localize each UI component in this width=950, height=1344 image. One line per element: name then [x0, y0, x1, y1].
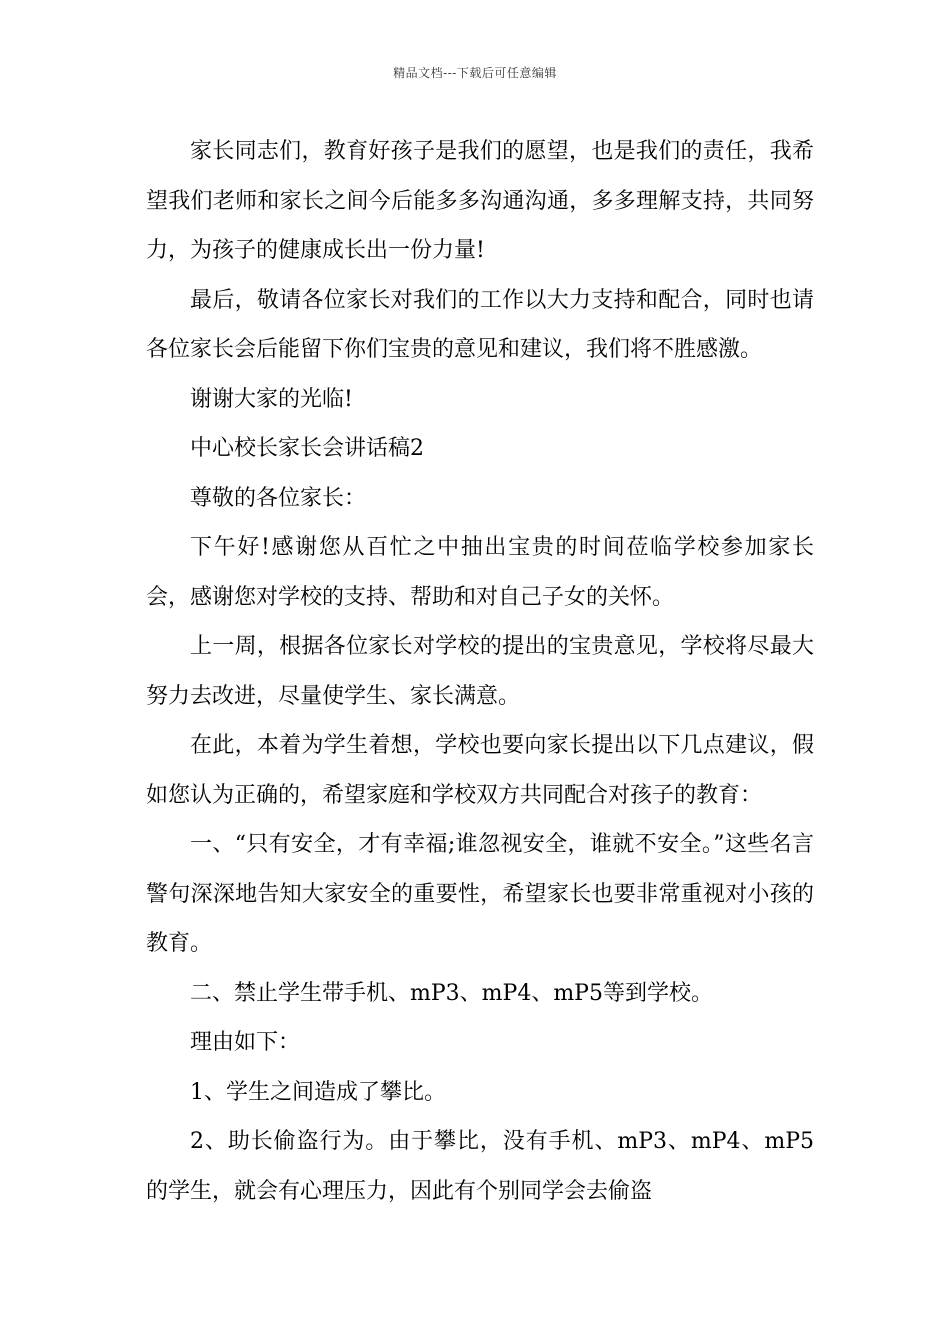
paragraph: 家长同志们，教育好孩子是我们的愿望，也是我们的责任，我希望我们老师和家长之间今后能多多沟通沟通，多多理解支持，共同努力，为孩子的健康成长出一份力量!: [146, 139, 814, 263]
list-item: 1、学生之间造成了攀比。: [190, 1079, 446, 1105]
paragraph: 最后，敬请各位家长对我们的工作以大力支持和配合，同时也请各位家长会后能留下你们宝贵的意见和建议，我们将不胜感激。: [146, 287, 814, 362]
paragraph: 一、“只有安全，才有幸福;谁忽视安全，谁就不安全。”这些名言警句深深地告知大家安全的重要性，希望家长也要非常重视对小孩的教育。: [146, 832, 814, 956]
paragraph: 下午好!感谢您从百忙之中抽出宝贵的时间莅临学校参加家长会，感谢您对学校的支持、帮助和对自己子女的关怀。: [146, 535, 814, 610]
paragraph: 理由如下：: [190, 1030, 301, 1055]
salutation: 尊敬的各位家长：: [190, 485, 367, 511]
paragraph: 二、禁止学生带手机、mP3、mP4、mP5等到学校。: [190, 980, 713, 1006]
paragraph: 上一周，根据各位家长对学校的提出的宝贵意见，学校将尽最大努力去改进，尽量使学生、家长满意。: [146, 634, 814, 709]
document-body: [146, 127, 814, 1216]
section-title: 中心校长家长会讲话稿2: [190, 436, 424, 461]
paragraph: 谢谢大家的光临!: [190, 386, 353, 412]
page-header: 精品文档---下载后可任意编辑: [393, 66, 557, 80]
list-item: 2、助长偷盗行为。由于攀比，没有手机、mP3、mP4、mP5的学生，就会有心理压力，因此有个别同学会去偷盗: [146, 1129, 814, 1204]
paragraph: 在此，本着为学生着想，学校也要向家长提出以下几点建议，假如您认为正确的，希望家庭和学校双方共同配合对孩子的教育：: [146, 733, 814, 808]
